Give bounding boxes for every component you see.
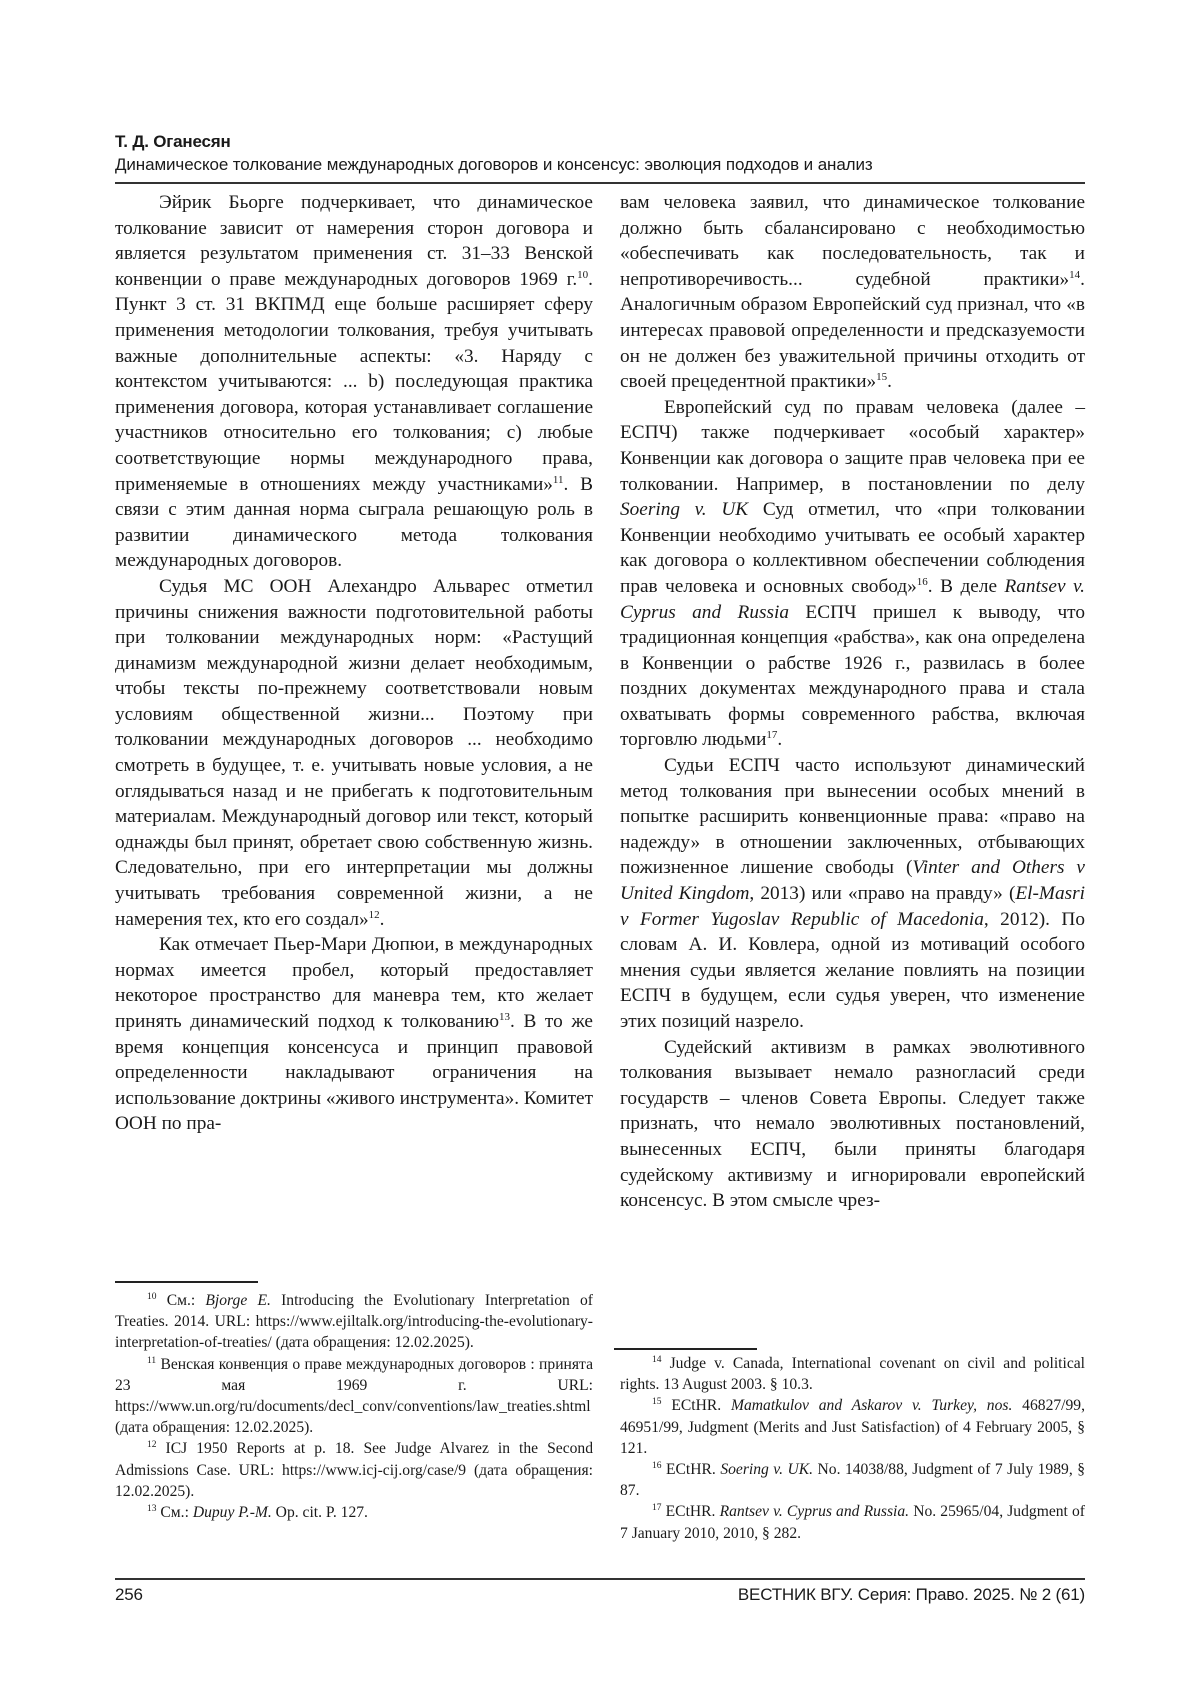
footnotes-left — [115, 1290, 593, 1523]
footnote-ref[interactable]: 17 — [766, 729, 778, 742]
page-number: 256 — [115, 1585, 143, 1604]
left-column — [115, 190, 593, 1137]
case-name: El-Masri v Former Yugoslav Republic of Macedonia — [620, 883, 1085, 930]
footnote: $^{12}$ ICJ 1950 Reports at p. 18. See Judge Alvarez in the Second Admissions Case. URL: https://www.icj-cij.org/case/9 (дата обращения: 12.02.2025). — [115, 1440, 593, 1500]
footnote-separator — [115, 1281, 258, 1283]
paragraph: Судьи ЕСПЧ часто используют динамический метод толкования при вынесении особых мнений в попытке расширить конвенционные права: «право на надежду» в отношении заключенных, отбывающих пожизненное лишение свободы (Vinter and Others v United Kingdom, 2013) или «право на правду» (El-Masri v Former Yugoslav Republic of Macedonia, 2012). По словам А. И. Ковлера, одной из мотиваций особого мнения судьи является желание повлиять на позиции ЕСПЧ в будущем, если судья уверен, что изменение этих позиций назрело. — [620, 755, 1085, 1032]
paragraph: Эйрик Бьорге подчеркивает, что динамическое толкование зависит от намерения сторон договора и является результатом применения ст. 31–33 Венской конвенции о праве международных договоров 1969 г.$^{10}$. Пункт 3 ст. 31 ВКПМД еще больше расширяет сферу применения методологии толкования, требуя учитывать важные дополнительные аспекты: «3. Наряду с контекстом учитываются: ... b) последующая практика применения договора, которая устанавливает соглашение участников относительно его толкования; c) любые соответствующие нормы международного права, применяемые в отношениях между участниками»$^{11}$. В связи с этим данная норма сыграла решающую роль в развитии динамического метода толкования международных договоров. — [115, 192, 593, 572]
footnote-ref[interactable]: 13 — [499, 1011, 511, 1023]
footnote: $^{14}$ Judge v. Canada, International covenant on civil and political rights. 13 August 2003. § 10.3. — [620, 1355, 1086, 1394]
running-head — [115, 131, 1085, 177]
case-name: Rantsev v. Cyprus and Russia — [620, 575, 1085, 623]
paragraph: Судья МС ООН Алехандро Альварес отметил причины снижения важности подготовительной работы при толковании международных норм: «Растущий динамизм международной жизни делает необходимым, чтобы тексты по-прежнему соответствовали новым условиям общественной жизни... Поэтому при толковании международных договоров ... необходимо смотреть в будущее, т. е. учитывать новые условия, а не оглядываться назад и не прибегать к подготовительным материалам. Международный договор или текст, который однажды был принят, обретает свою собственную жизнь. Следовательно, при его интерпретации мы должны учитывать требования современной жизни, а не намерения тех, кто его создал»$^{12}$. — [115, 575, 593, 930]
footnote-ref[interactable]: 15 — [876, 371, 888, 384]
journal-citation: ВЕСТНИК ВГУ. Серия: Право. 2025. № 2 (61) — [737, 1585, 1085, 1604]
running-head-title: Динамическое толкование международных договоров и консенсус: эволюция подходов и анализ — [115, 155, 873, 174]
footnote: $^{11}$ Венская конвенция о праве международных договоров : принята 23 мая 1969 г. URL: https://www.un.org/ru/documents/decl_conv/conventions/law_treaties.shtml (дата обращения: 12.02.2025). — [115, 1355, 593, 1437]
footnote-ref[interactable]: 12 — [368, 908, 380, 921]
header-rule — [115, 182, 1085, 184]
footer-rule — [115, 1578, 1085, 1580]
footnotes-right — [620, 1353, 1085, 1544]
case-name: Vinter and Others v United Kingdom — [620, 857, 1085, 905]
footnote: $^{15}$ ECtHR. Mamatkulov and Askarov v. Turkey, nos. 46827/99, 46951/99, Judgment (Merits and Just Satisfaction) of 4 February 2005, § 121. — [620, 1397, 1085, 1457]
footnote-ref[interactable]: 14 — [1069, 268, 1081, 281]
footnote: $^{13}$ См.: Dupuy P.-M. Op. cit. P. 127. — [147, 1504, 368, 1522]
paragraph: Как отмечает Пьер-Мари Дюпюи, в международных нормах имеется пробел, который предоставляет некоторое пространство для маневра тем, кто желает принять динамический подход к толкованию$^{13}$. В то же время концепция консенсуса и принцип правовой определенности накладывают ограничения на использование доктрины «живого инструмента». Комитет ООН по пра- — [115, 934, 593, 1135]
footnote-ref[interactable]: 11 — [552, 473, 564, 486]
paragraph: вам человека заявил, что динамическое толкование должно быть сбалансировано с необходимостью «обеспечивать как последовательность, так и непротиворечивость... судебной практики»$^{14}$. Аналогичным образом Европейский суд признал, что «в интересах правовой определенности и предсказуемости он не должен без уважительной причины отходить от своей прецедентной практики»$^{15}$. — [620, 192, 1085, 393]
paragraph: Европейский суд по правам человека (далее – ЕСПЧ) также подчеркивает «особый характер» Конвенции как договора о защите прав человека при ее толковании. Например, в постановлении по делу Soering v. UK Суд отметил, что «при толковании Конвенции необходимо учитывать ее особый характер как договора о коллективном обеспечении соблюдения прав человека и основных свобод»$^{16}$. В деле Rantsev v. Cyprus and Russia ЕСПЧ пришел к выводу, что традиционная концепция «рабства», как она определена в Конвенции о рабстве 1926 г., развилась в более поздних документах международного права и стала охватывать формы современного рабства, включая торговлю людьми$^{17}$. — [620, 396, 1085, 751]
right-column — [620, 190, 1085, 1214]
footnote-separator — [614, 1348, 757, 1350]
paragraph: Судейский активизм в рамках эволютивного толкования вызывает немало разногласий среди государств – членов Совета Европы. Следует также признать, что немало эволютивных постановлений, вынесенных ЕСПЧ, были приняты благодаря судейскому активизму и игнорировали европейский консенсус. В этом смысле чрез- — [620, 1036, 1085, 1212]
footnote: $^{10}$ См.: Bjorge E. Introducing the Evolutionary Interpretation of Treaties. 2014. URL: https://www.ejiltalk.org/introducing-the-evolutionary-interpretation-of-treaties/ (дата обращения: 12.02.2025). — [115, 1292, 593, 1352]
footnote: $^{16}$ ECtHR. Soering v. UK. No. 14038/88, Judgment of 7 July 1989, § 87. — [620, 1461, 1086, 1500]
footnote-ref[interactable]: 16 — [916, 575, 928, 588]
case-name: Soering v. UK — [620, 499, 749, 521]
footnote-ref[interactable]: 10 — [577, 268, 589, 281]
running-head-author: Т. Д. Оганесян — [115, 132, 231, 151]
footnote: $^{17}$ ECtHR. Rantsev v. Cyprus and Russia. No. 25965/04, Judgment of 7 January 2010, 2010, § 282. — [620, 1503, 1085, 1542]
